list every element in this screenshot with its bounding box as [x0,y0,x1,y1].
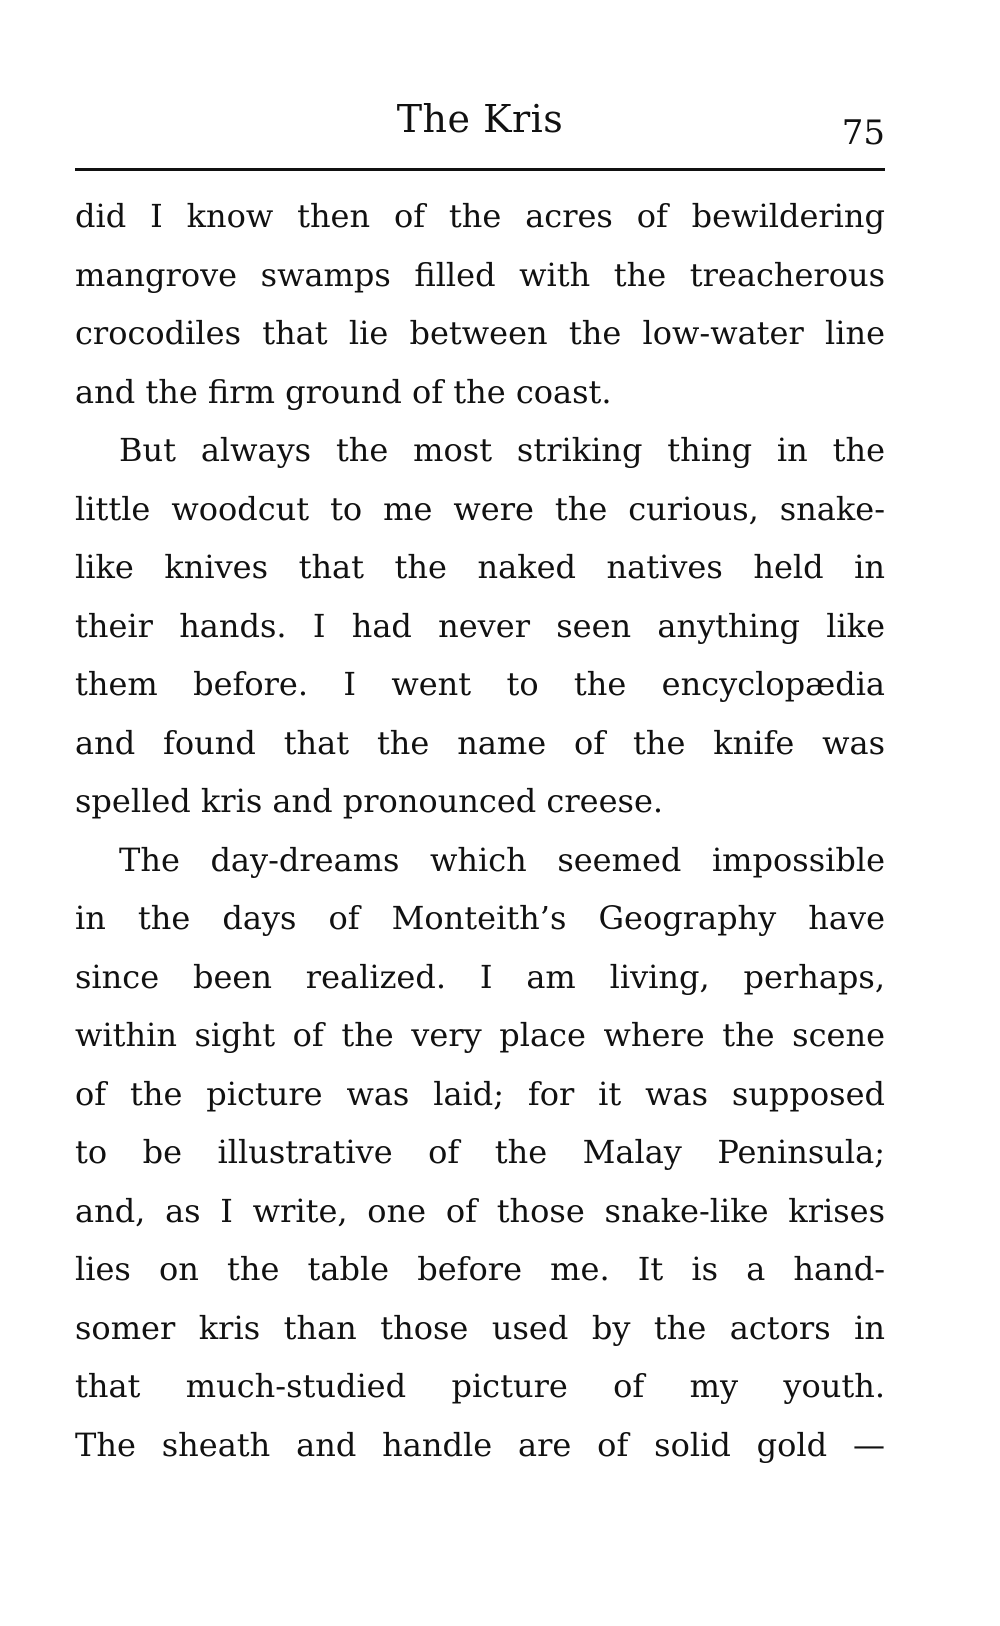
text-line: spelled kris and pronounced creese. [75,782,664,820]
chapter-title: The Kris [396,97,564,141]
text-line: crocodiles that lie between the low-water line [75,314,885,352]
text-line: But always the most striking thing in the [119,431,885,469]
text-line: The sheath and handle are of solid gold — [75,1425,885,1464]
text-line: within sight of the very place where the scene [75,1016,885,1054]
text-line: them before. I went to the encyclopædia [75,665,885,703]
text-line: since been realized. I am living, perhaps, [75,957,885,996]
text-line: lies on the table before me. It is a hand- [75,1250,885,1288]
text-line: of the picture was laid; for it was supposed [75,1074,885,1113]
text-line: and, as I write, one of those snake-like krises [75,1191,885,1230]
running-head [75,97,885,170]
text-line: The day-dreams which seemed impossible [119,840,885,879]
page-number: 75 [841,113,885,153]
text-line: mangrove swamps filled with the treacherous [75,255,885,294]
text-line: to be illustrative of the Malay Peninsula; [75,1133,885,1171]
text-line: and the firm ground of the coast. [75,372,612,411]
text-line: did I know then of the acres of bewildering [75,197,885,235]
text-line: in the days of Monteith’s Geography have [75,899,885,937]
text-line: little woodcut to me were the curious, snake- [75,489,885,528]
text-line: their hands. I had never seen anything like [75,606,885,645]
text-line: somer kris than those used by the actors in [75,1308,885,1347]
text-line: like knives that the naked natives held in [75,548,885,586]
body-text [75,187,885,1474]
text-line: and found that the name of the knife was [75,723,885,762]
text-line: that much-studied picture of my youth. [75,1367,885,1405]
header-rule [75,168,885,171]
